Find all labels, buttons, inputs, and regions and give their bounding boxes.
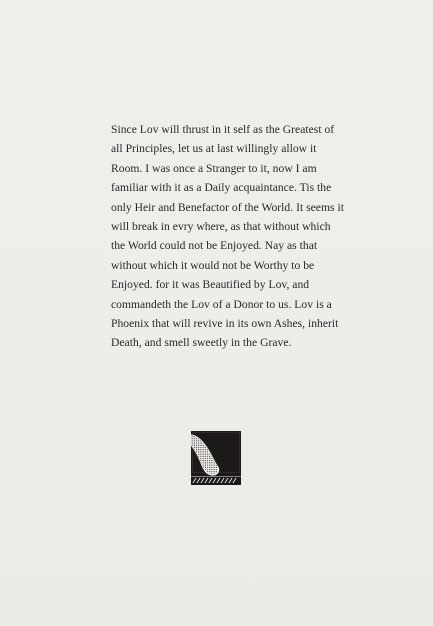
poem-text xyxy=(111,120,351,353)
text-line: Room. I was once a Stranger to it, now I am xyxy=(111,161,317,175)
text-line: Phoenix that will revive in its own Ashes, inherit xyxy=(111,317,339,331)
text-line: commandeth the Lov of a Donor to us. Lov is a xyxy=(111,297,332,311)
text-line: familiar with it as a Daily acquaintance. Tis the xyxy=(111,181,332,195)
text-line: all Principles, let us at last willingly allow it xyxy=(111,142,317,156)
text-line: the World could not be Enjoyed. Nay as that xyxy=(111,239,318,253)
text-line: Enjoyed. for it was Beautified by Lov, and xyxy=(111,278,310,292)
text-line: Since Lov will thrust in it self as the Greatest of xyxy=(111,123,335,136)
text-line: without which it would not be Worthy to be xyxy=(111,258,315,272)
text-line: will break in evry where, as that without which xyxy=(111,220,331,234)
woodcut-illustration xyxy=(191,431,241,485)
text-line: Death, and smell sweetly in the Grave. xyxy=(111,336,292,350)
text-line: only Heir and Benefactor of the World. It seems it xyxy=(111,200,344,214)
